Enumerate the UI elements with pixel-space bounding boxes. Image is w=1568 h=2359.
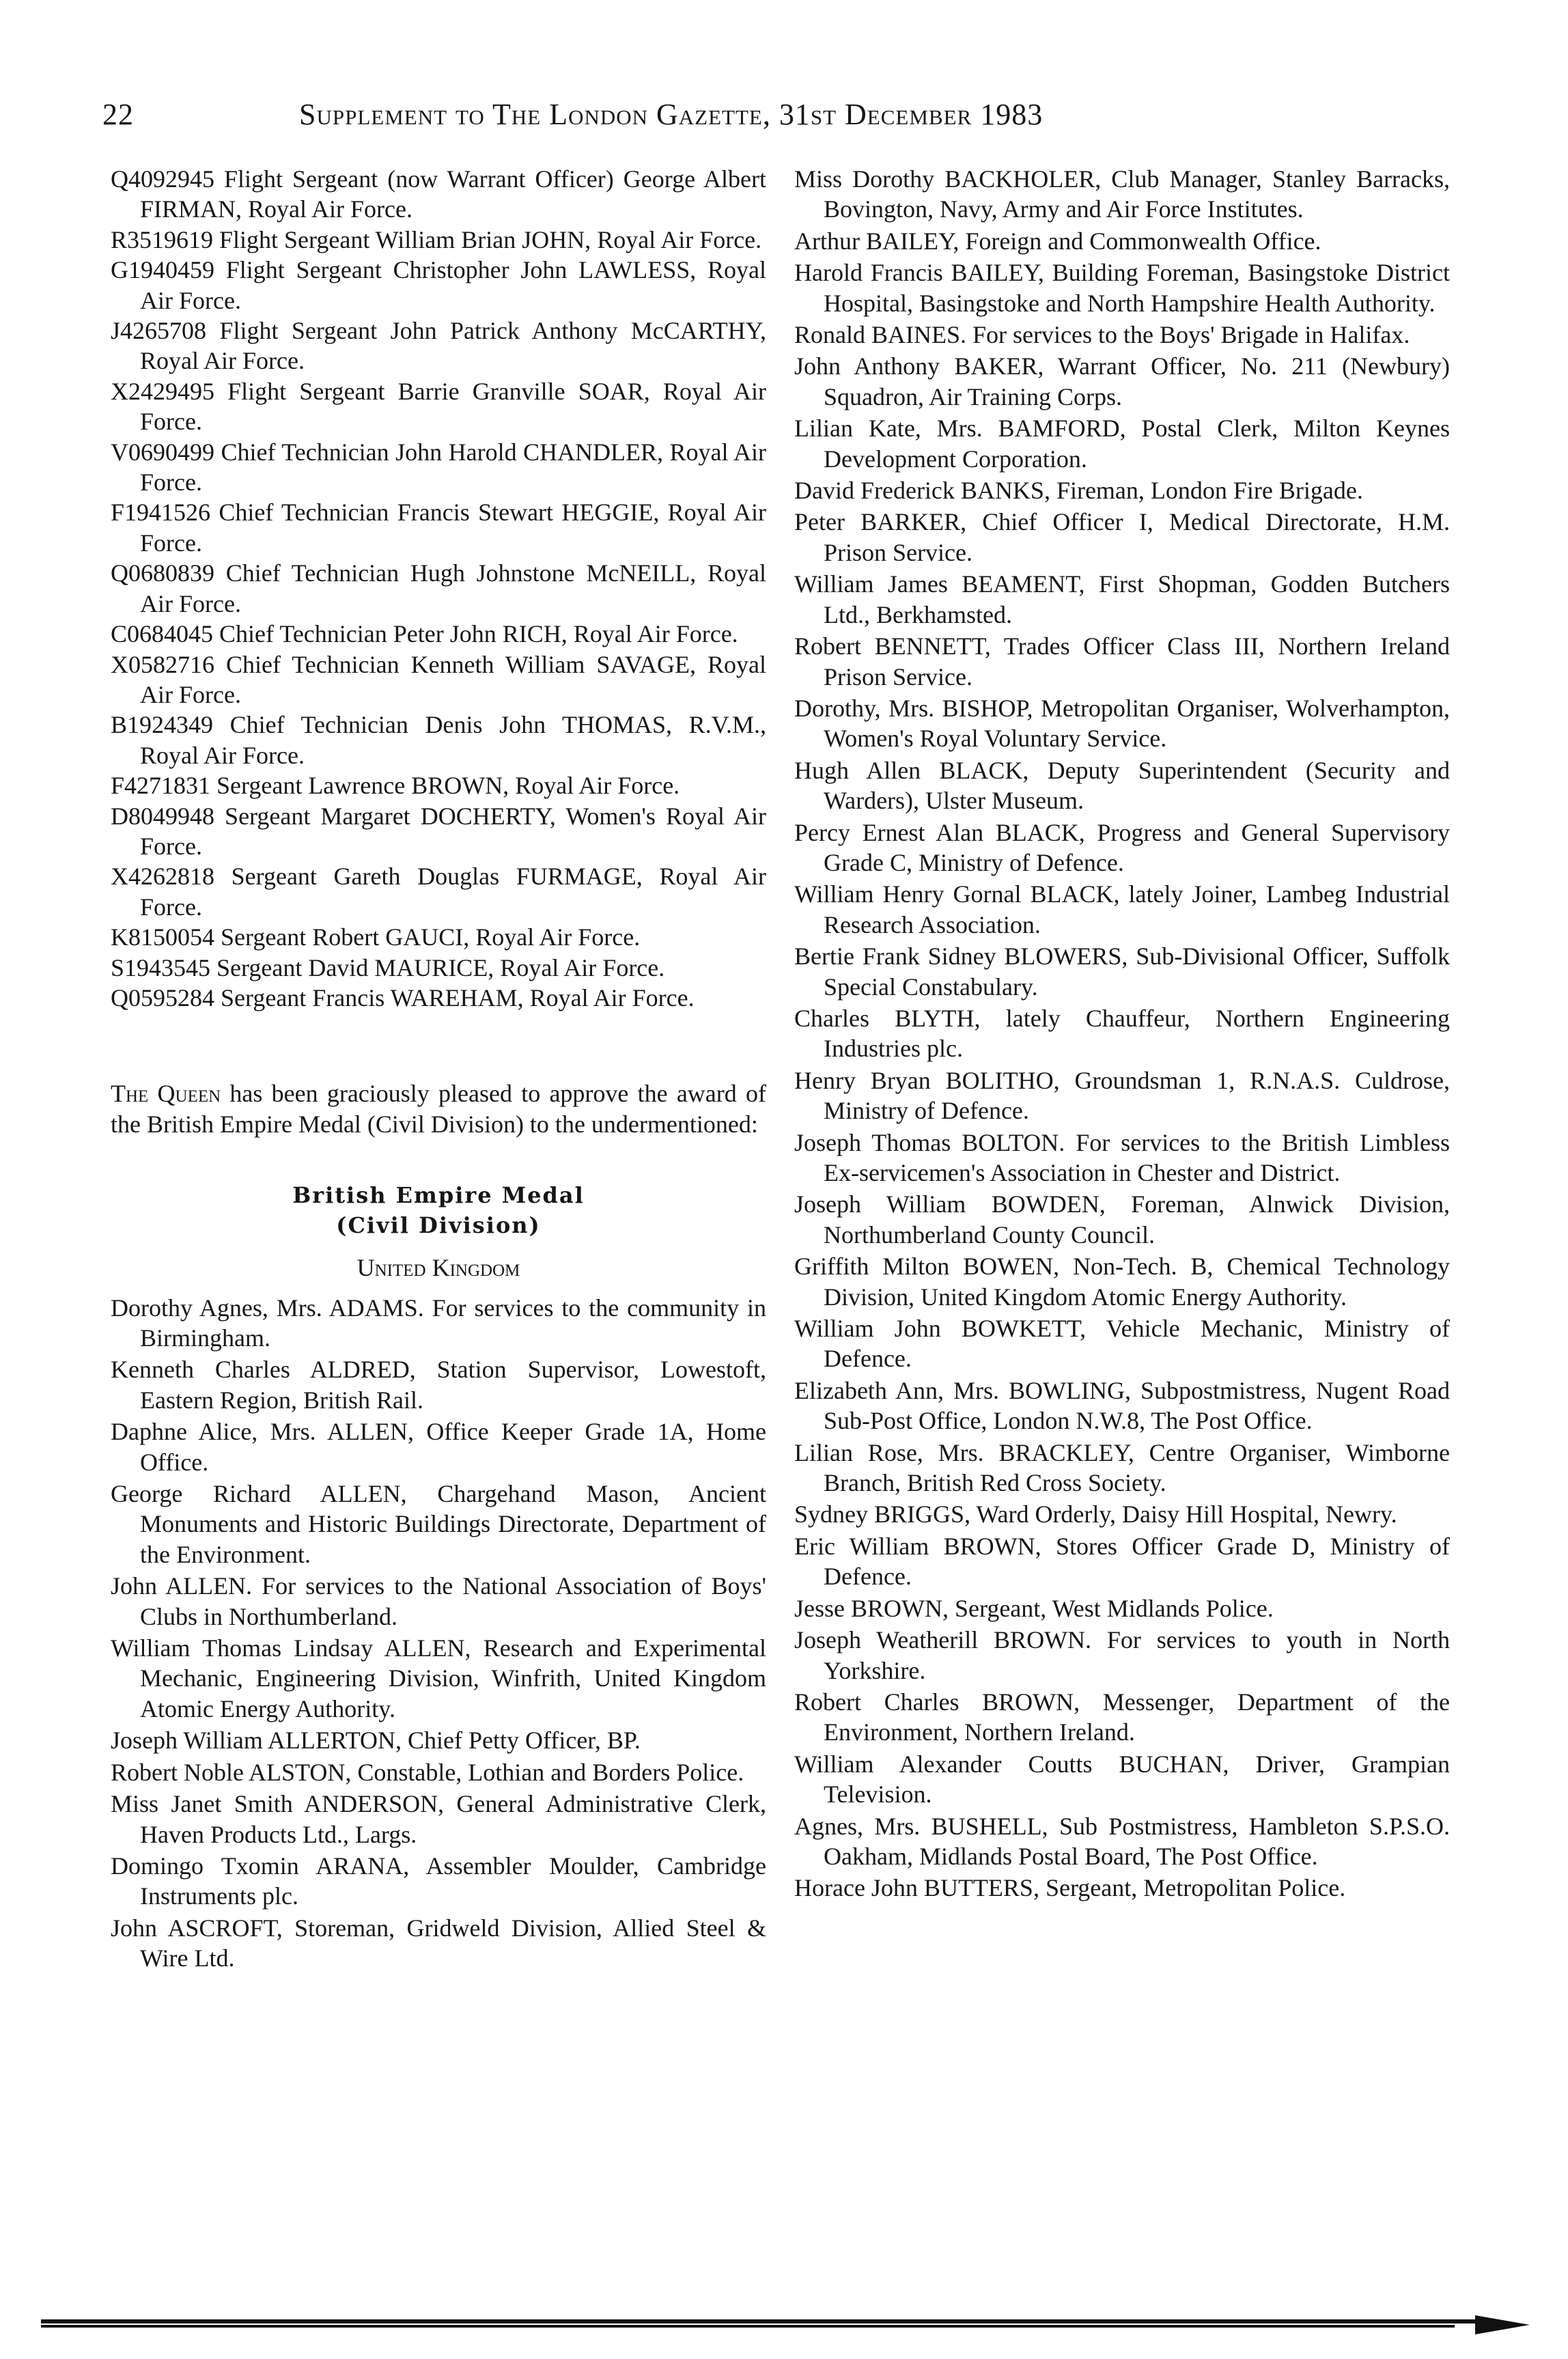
list-item: Robert Charles BROWN, Messenger, Department of the Environment, Northern Ireland. [794, 1688, 1450, 1746]
list-item: Miss Janet Smith ANDERSON, General Administrative Clerk, Haven Products Ltd., Largs. [111, 1790, 766, 1848]
list-item: Kenneth Charles ALDRED, Station Supervisor, Lowestoft, Eastern Region, British Rail. [111, 1356, 766, 1414]
list-item: Daphne Alice, Mrs. ALLEN, Office Keeper Grade 1A, Home Office. [111, 1418, 766, 1476]
list-item: George Richard ALLEN, Chargehand Mason, Ancient Monuments and Historic Buildings Directorate, Department of the Environment. [111, 1480, 766, 1568]
list-item: Lilian Rose, Mrs. BRACKLEY, Centre Organiser, Wimborne Branch, British Red Cross Society. [794, 1438, 1450, 1497]
list-item: Domingo Txomin ARANA, Assembler Moulder, Cambridge Instruments plc. [111, 1852, 766, 1910]
list-item: Bertie Frank Sidney BLOWERS, Sub-Divisional Officer, Suffolk Special Constabulary. [794, 943, 1450, 1001]
list-item: Q0680839 Chief Technician Hugh Johnstone McNEILL, Royal Air Force. [111, 559, 766, 617]
list-item: Agnes, Mrs. BUSHELL, Sub Postmistress, Hambleton S.P.S.O. Oakham, Midlands Postal Board, The Post Office. [794, 1812, 1450, 1870]
list-item: Henry Bryan BOLITHO, Groundsman 1, R.N.A.S. Culdrose, Ministry of Defence. [794, 1066, 1450, 1125]
intro-lead: The Queen [111, 1080, 221, 1108]
list-item: Q0595284 Sergeant Francis WAREHAM, Royal Air Force. [111, 983, 695, 1011]
list-item: Robert BENNETT, Trades Officer Class III, Northern Ireland Prison Service. [794, 632, 1450, 690]
medal-division-heading: (Civil Division) [336, 1212, 541, 1239]
list-item: Arthur BAILEY, Foreign and Commonwealth Office. [794, 227, 1321, 255]
list-item: Ronald BAINES. For services to the Boys' Brigade in Halifax. [794, 321, 1410, 349]
list-item: Joseph William ALLERTON, Chief Petty Officer, BP. [111, 1727, 641, 1755]
list-item: F4271831 Sergeant Lawrence BROWN, Royal Air Force. [111, 772, 680, 800]
list-item: Sydney BRIGGS, Ward Orderly, Daisy Hill Hospital, Newry. [794, 1500, 1397, 1529]
list-item: Robert Noble ALSTON, Constable, Lothian and Borders Police. [111, 1758, 744, 1786]
list-item: John ALLEN. For services to the National Association of Boys' Clubs in Northumberland. [111, 1572, 766, 1630]
list-item: John Anthony BAKER, Warrant Officer, No. 211 (Newbury) Squadron, Air Training Corps. [794, 352, 1450, 410]
right-column [794, 164, 1450, 1903]
list-item: Percy Ernest Alan BLACK, Progress and General Supervisory Grade C, Ministry of Defence. [794, 818, 1450, 876]
list-item: John ASCROFT, Storeman, Gridweld Division, Allied Steel & Wire Ltd. [111, 1914, 766, 1972]
list-item: William Thomas Lindsay ALLEN, Research and Experimental Mechanic, Engineering Division, Winfrith, United Kingdom Atomic Energy Authority. [111, 1634, 766, 1722]
list-item: Dorothy, Mrs. BISHOP, Metropolitan Organiser, Wolverhampton, Women's Royal Voluntary Service. [794, 694, 1450, 753]
award-intro-paragraph [111, 1078, 766, 1139]
page-number: 22 [102, 98, 134, 131]
list-item: Joseph Weatherill BROWN. For services to youth in North Yorkshire. [794, 1626, 1450, 1684]
list-item: Joseph William BOWDEN, Foreman, Alnwick Division, Northumberland County Council. [794, 1190, 1450, 1248]
page-title: Supplement to The London Gazette, 31st December 1983 [299, 98, 1044, 131]
list-item: David Frederick BANKS, Fireman, London Fire Brigade. [794, 477, 1363, 505]
intro-text: has been graciously pleased to approve the award of the British Empire Medal (Civil Division) to the undermentioned: [111, 1080, 766, 1138]
list-item: X2429495 Flight Sergeant Barrie Granville SOAR, Royal Air Force. [111, 377, 766, 436]
list-item: Elizabeth Ann, Mrs. BOWLING, Subpostmistress, Nugent Road Sub-Post Office, London N.W.8, The Post Office. [794, 1376, 1450, 1435]
list-item: William James BEAMENT, First Shopman, Godden Butchers Ltd., Berkhamsted. [794, 570, 1450, 628]
list-item: S1943545 Sergeant David MAURICE, Royal Air Force. [111, 953, 665, 981]
bem-entries-list-b [794, 164, 1450, 1903]
list-item: V0690499 Chief Technician John Harold CHANDLER, Royal Air Force. [111, 438, 766, 497]
list-item: Dorothy Agnes, Mrs. ADAMS. For services to the community in Birmingham. [111, 1294, 766, 1352]
list-item: Joseph Thomas BOLTON. For services to the British Limbless Ex-servicemen's Association in Chester and District. [794, 1128, 1450, 1186]
list-item: X4262818 Sergeant Gareth Douglas FURMAGE, Royal Air Force. [111, 863, 766, 921]
list-item: Hugh Allen BLACK, Deputy Superintendent (Security and Warders), Ulster Museum. [794, 756, 1450, 815]
list-item: X0582716 Chief Technician Kenneth William SAVAGE, Royal Air Force. [111, 650, 766, 708]
page-header [102, 94, 1263, 135]
list-item: Miss Dorothy BACKHOLER, Club Manager, Stanley Barracks, Bovington, Navy, Army and Air Force Institutes. [794, 165, 1450, 223]
list-item: Charles BLYTH, lately Chauffeur, Northern Engineering Industries plc. [794, 1004, 1450, 1063]
list-item: G1940459 Flight Sergeant Christopher John LAWLESS, Royal Air Force. [111, 256, 766, 314]
list-item: C0684045 Chief Technician Peter John RICH, Royal Air Force. [111, 620, 738, 648]
list-item: Eric William BROWN, Stores Officer Grade D, Ministry of Defence. [794, 1532, 1450, 1591]
country-heading: United Kingdom [356, 1254, 520, 1282]
list-item: F1941526 Chief Technician Francis Stewart HEGGIE, Royal Air Force. [111, 499, 766, 557]
list-item: J4265708 Flight Sergeant John Patrick Anthony McCARTHY, Royal Air Force. [111, 317, 766, 375]
list-item: Peter BARKER, Chief Officer I, Medical Directorate, H.M. Prison Service. [794, 508, 1450, 566]
left-column [111, 164, 766, 1974]
list-item: Harold Francis BAILEY, Building Foreman, Basingstoke District Hospital, Basingstoke and North Hampshire Health Authority. [794, 259, 1450, 317]
list-item: Q4092945 Flight Sergeant (now Warrant Officer) George Albert FIRMAN, Royal Air Force. [111, 165, 766, 223]
list-item: Griffith Milton BOWEN, Non-Tech. B, Chemical Technology Division, United Kingdom Atomic Energy Authority. [794, 1253, 1450, 1311]
list-item: K8150054 Sergeant Robert GAUCI, Royal Air Force. [111, 923, 641, 951]
list-item: William Henry Gornal BLACK, lately Joiner, Lambeg Industrial Research Association. [794, 880, 1450, 938]
medal-heading: British Empire Medal [292, 1182, 585, 1209]
list-item: Lilian Kate, Mrs. BAMFORD, Postal Clerk, Milton Keynes Development Corporation. [794, 415, 1450, 473]
list-item: B1924349 Chief Technician Denis John THOMAS, R.V.M., Royal Air Force. [111, 711, 766, 769]
bem-entries-list-a [111, 1293, 766, 1974]
list-item: R3519619 Flight Sergeant William Brian JOHN, Royal Air Force. [111, 225, 762, 253]
list-item: Jesse BROWN, Sergeant, West Midlands Police. [794, 1594, 1274, 1622]
list-item: Horace John BUTTERS, Sergeant, Metropolitan Police. [794, 1874, 1346, 1902]
footer-rule [41, 2319, 1530, 2329]
list-item: D8049948 Sergeant Margaret DOCHERTY, Women's Royal Air Force. [111, 802, 766, 860]
raf-entries-list [111, 164, 766, 1013]
list-item: William Alexander Coutts BUCHAN, Driver, Grampian Television. [794, 1750, 1450, 1809]
list-item: William John BOWKETT, Vehicle Mechanic, Ministry of Defence. [794, 1315, 1450, 1373]
